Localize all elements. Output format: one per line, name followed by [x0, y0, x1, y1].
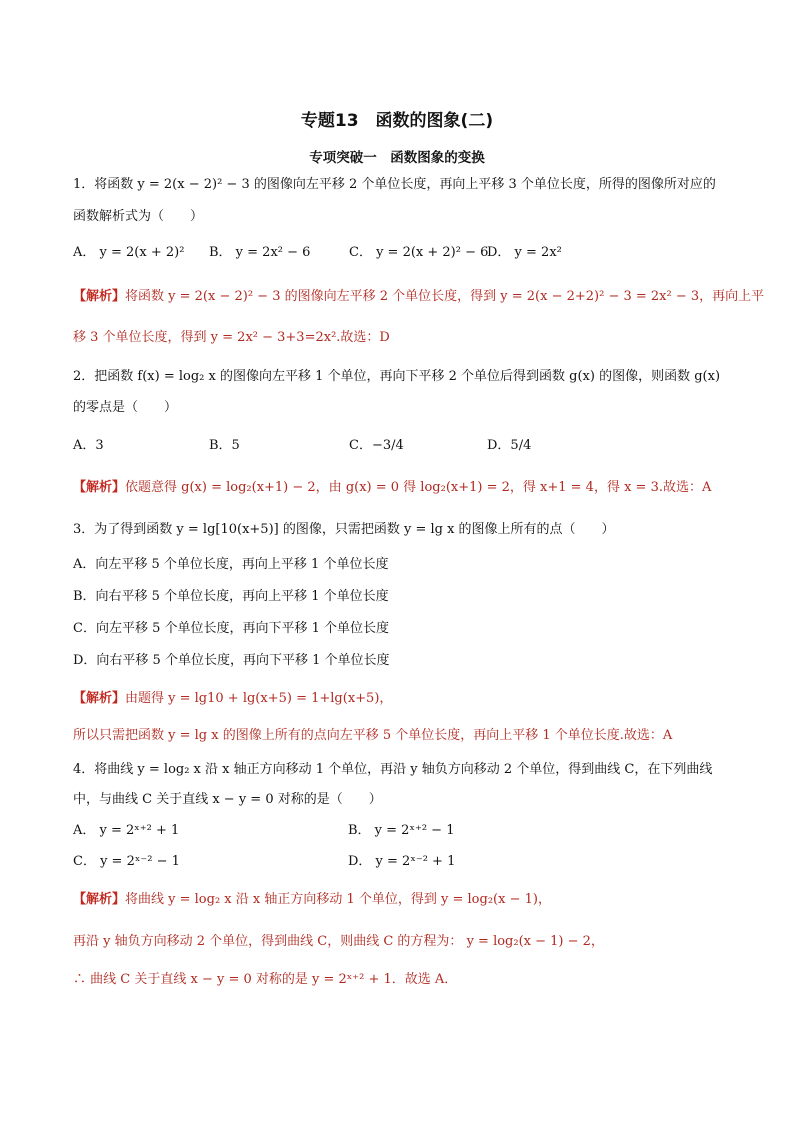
q4-solution-line2: 再沿 y 轴负方向移动 2 个单位，得到曲线 C，则曲线 C 的方程为： y = log₂(x − 1) − 2，	[73, 934, 604, 949]
q1-solution-text1: 将函数 y = 2(x − 2)² − 3 的图像向左平移 2 个单位长度，得到 y = 2(x − 2+2)² − 3 = 2x² − 3，再向上平	[125, 289, 765, 304]
q2-option-d: D．5/4	[487, 438, 532, 453]
q2-option-c: C．−3/4	[349, 438, 404, 453]
q3-solution-text1: 由题得 y = lg10 + lg(x+5) = 1+lg(x+5)，	[125, 691, 393, 706]
q1-option-b: B． y = 2x² − 6	[209, 245, 311, 260]
section-subtitle: 专项突破一 函数图象的变换	[309, 150, 485, 166]
page-title: 专题13 函数的图象(二)	[300, 111, 494, 131]
q1-option-a: A． y = 2(x + 2)²	[73, 245, 185, 260]
q4-solution-text1: 将曲线 y = log₂ x 沿 x 轴正方向移动 1 个单位，得到 y = log₂(x − 1)，	[125, 892, 551, 907]
q3-option-c: C．向左平移 5 个单位长度，再向下平移 1 个单位长度	[73, 621, 390, 636]
q3-option-b: B．向右平移 5 个单位长度，再向上平移 1 个单位长度	[73, 589, 389, 604]
q3-option-d: D．向右平移 5 个单位长度，再向下平移 1 个单位长度	[73, 653, 390, 668]
q2-solution-text1: 依题意得 g(x) = log₂(x+1) − 2，由 g(x) = 0 得 log₂(x+1) = 2，得 x+1 = 4，得 x = 3.故选：A	[125, 480, 712, 495]
q1-stem-line1: 1．将函数 y = 2(x − 2)² − 3 的图像向左平移 2 个单位长度，再向上平移 3 个单位长度，所得的图像所对应的	[73, 177, 716, 192]
q2-solution-line1	[73, 478, 733, 498]
q4-stem-line2: 中，与曲线 C 关于直线 x − y = 0 对称的是（ ）	[73, 792, 382, 807]
solution-tag: 【解析】	[73, 480, 126, 495]
q2-option-b: B．5	[209, 438, 240, 453]
solution-tag: 【解析】	[73, 691, 126, 706]
q3-solution-line2: 所以只需把函数 y = lg x 的图像上所有的点向左平移 5 个单位长度，再向上平移 1 个单位长度.故选：A	[73, 728, 673, 743]
q1-option-c: C． y = 2(x + 2)² − 6	[349, 245, 489, 260]
q4-option-d: D． y = 2ˣ⁻² + 1	[348, 854, 456, 869]
q1-option-d: D． y = 2x²	[487, 245, 562, 260]
q1-stem-line2: 函数解析式为（ ）	[73, 209, 204, 224]
q2-option-a: A．3	[73, 438, 104, 453]
q4-stem-line1: 4．将曲线 y = log₂ x 沿 x 轴正方向移动 1 个单位，再沿 y 轴负方向移动 2 个单位，得到曲线 C，在下列曲线	[73, 762, 713, 777]
q4-solution-line3: ∴ 曲线 C 关于直线 x − y = 0 对称的是 y = 2ˣ⁺² + 1．故选 A．	[73, 972, 458, 987]
q4-option-b: B． y = 2ˣ⁺² − 1	[348, 823, 455, 838]
solution-tag: 【解析】	[73, 289, 126, 304]
q3-solution-line1	[73, 689, 733, 709]
q4-option-c: C． y = 2ˣ⁻² − 1	[73, 854, 180, 869]
q1-solution-line2: 移 3 个单位长度，得到 y = 2x² − 3+3=2x².故选：D	[73, 330, 390, 345]
solution-tag: 【解析】	[73, 892, 126, 907]
q2-stem-line1: 2．把函数 f(x) = log₂ x 的图像向左平移 1 个单位，再向下平移 2 个单位后得到函数 g(x) 的图像，则函数 g(x)	[73, 369, 721, 384]
q3-option-a: A．向左平移 5 个单位长度，再向上平移 1 个单位长度	[73, 557, 389, 572]
q1-solution-line1	[73, 287, 765, 307]
q4-option-a: A． y = 2ˣ⁺² + 1	[73, 823, 180, 838]
q3-stem-line1: 3．为了得到函数 y = lg[10(x+5)] 的图像，只需把函数 y = lg x 的图像上所有的点（ ）	[73, 522, 615, 537]
q2-stem-line2: 的零点是（ ）	[73, 400, 178, 415]
q4-solution-line1	[73, 890, 733, 910]
